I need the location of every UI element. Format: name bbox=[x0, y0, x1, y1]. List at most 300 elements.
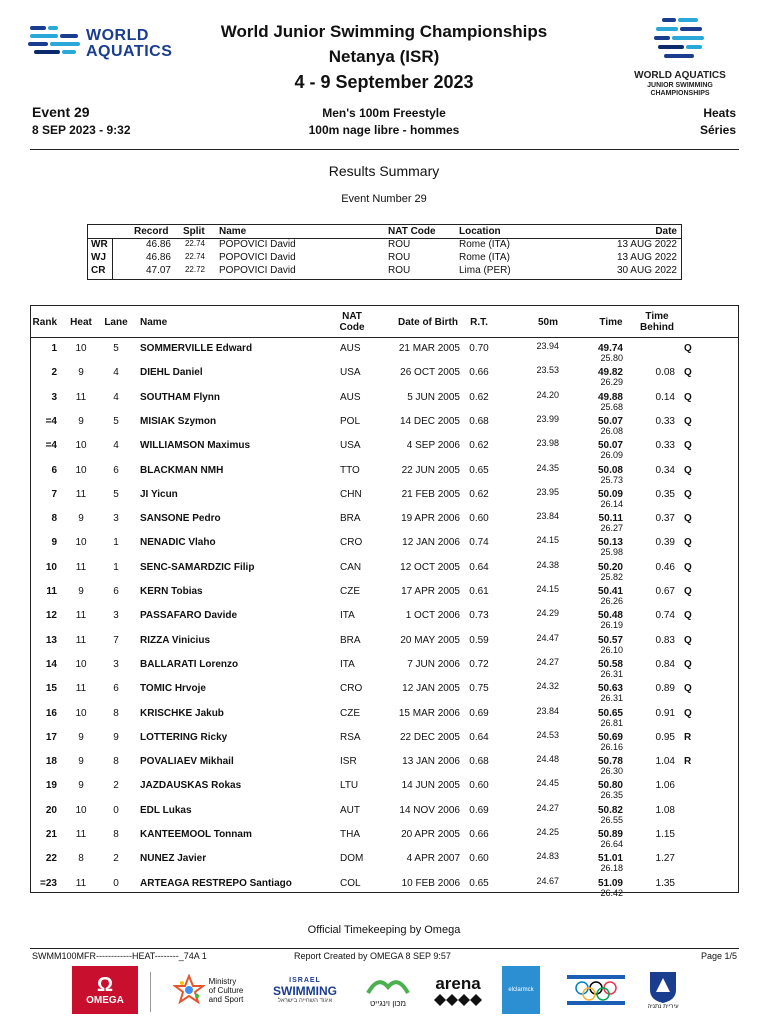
result-dob: 26 OCT 2005 bbox=[400, 367, 460, 379]
record-split: 22.72 bbox=[184, 265, 205, 274]
israel-swimming-big: SWIMMING bbox=[273, 983, 337, 998]
result-heat: 9 bbox=[78, 586, 84, 597]
result-heat: 10 bbox=[75, 464, 87, 476]
result-nat: THA bbox=[340, 829, 360, 840]
result-time-behind: 0.89 bbox=[655, 683, 675, 695]
result-nat: LTU bbox=[340, 780, 359, 792]
result-dob: 21 MAR 2005 bbox=[398, 343, 460, 354]
results-header-rt: R.T. bbox=[470, 317, 488, 328]
result-name: KRISCHKE Jakub bbox=[140, 707, 224, 719]
sponsor-omega bbox=[72, 966, 138, 1014]
event-datetime: 8 SEP 2023 - 9:32 bbox=[32, 123, 131, 137]
logo-word-2: AQUATICS bbox=[86, 43, 173, 60]
result-heat: 9 bbox=[78, 756, 84, 768]
result-split-second: 26.16 bbox=[600, 741, 623, 752]
results-header-behind bbox=[635, 311, 679, 333]
result-heat: 10 bbox=[75, 658, 87, 670]
result-name: KERN Tobias bbox=[140, 586, 203, 597]
results-header-rule bbox=[31, 337, 738, 338]
result-time: 50.82 bbox=[597, 804, 623, 816]
ministry-line-3: and Sport bbox=[208, 994, 244, 1004]
result-reaction-time: 0.61 bbox=[469, 586, 489, 597]
result-row bbox=[31, 389, 738, 413]
arena-label: arena bbox=[435, 974, 481, 993]
result-reaction-time: 0.59 bbox=[469, 634, 489, 646]
result-split-50m: 23.84 bbox=[536, 705, 559, 716]
result-row bbox=[31, 413, 738, 437]
result-lane: 7 bbox=[113, 634, 119, 646]
results-header-lane: Lane bbox=[104, 317, 128, 328]
result-reaction-time: 0.62 bbox=[469, 391, 489, 403]
result-split-second: 26.31 bbox=[600, 693, 623, 704]
results-summary-title: Results Summary bbox=[328, 163, 440, 179]
result-time: 50.09 bbox=[597, 488, 623, 500]
result-reaction-time: 0.66 bbox=[469, 367, 489, 379]
venue-title: Netanya (ISR) bbox=[328, 47, 440, 66]
result-rank: 20 bbox=[45, 804, 57, 816]
logo-word-1: WORLD bbox=[86, 27, 149, 44]
result-dob: 20 MAY 2005 bbox=[400, 634, 460, 646]
results-header-time: Time bbox=[599, 317, 623, 328]
result-name: JI Yicun bbox=[140, 488, 178, 500]
result-split-second: 26.35 bbox=[600, 790, 623, 801]
israel-swimming-hebrew: איגוד השחייה בישראל bbox=[277, 997, 333, 1004]
result-reaction-time: 0.69 bbox=[469, 707, 489, 719]
result-split-50m: 24.35 bbox=[536, 462, 559, 473]
champ-logo-title: WORLD AQUATICS bbox=[634, 70, 726, 81]
result-lane: 8 bbox=[113, 707, 119, 719]
record-row bbox=[88, 239, 681, 252]
result-heat: 11 bbox=[75, 488, 87, 500]
phase-en: Heats bbox=[703, 106, 736, 120]
result-rank: 8 bbox=[51, 513, 57, 525]
result-reaction-time: 0.75 bbox=[469, 683, 489, 695]
result-dob: 1 OCT 2006 bbox=[405, 610, 460, 622]
olympic-rings-icon bbox=[567, 973, 625, 1007]
result-rank: 22 bbox=[45, 853, 57, 865]
omega-label: OMEGA bbox=[86, 994, 124, 1006]
result-nat: POL bbox=[340, 415, 361, 427]
result-lane: 2 bbox=[113, 780, 119, 792]
result-dob: 12 JAN 2005 bbox=[402, 683, 460, 695]
record-name: POPOVICI David bbox=[219, 252, 296, 263]
record-type: CR bbox=[91, 265, 106, 276]
result-split-50m: 24.83 bbox=[536, 851, 559, 862]
result-time: 50.65 bbox=[597, 707, 623, 719]
result-split-second: 25.68 bbox=[600, 401, 623, 412]
result-time-behind: 1.06 bbox=[655, 780, 675, 792]
result-time-behind: 0.74 bbox=[655, 610, 675, 622]
record-time: 46.86 bbox=[145, 239, 171, 250]
phase-fr: Séries bbox=[699, 123, 736, 137]
result-row bbox=[31, 534, 738, 558]
result-row bbox=[31, 486, 738, 510]
result-split-50m: 24.15 bbox=[536, 535, 559, 546]
records-header-name: Name bbox=[219, 226, 247, 237]
result-name: SOUTHAM Flynn bbox=[140, 391, 220, 403]
result-qualification: Q bbox=[684, 658, 692, 670]
record-nat: ROU bbox=[388, 252, 411, 263]
result-dob: 21 FEB 2005 bbox=[401, 488, 460, 500]
result-split-50m: 23.53 bbox=[536, 365, 559, 376]
junior-championships-wave-icon bbox=[618, 14, 742, 68]
result-row bbox=[31, 559, 738, 583]
blue-sponsor-label: elclarmck bbox=[508, 987, 534, 993]
result-split-second: 26.64 bbox=[600, 839, 623, 849]
result-nat: CRO bbox=[340, 683, 363, 695]
result-name: WILLIAMSON Maximus bbox=[140, 440, 251, 452]
sponsor-arena bbox=[424, 966, 492, 1014]
result-split-second: 26.81 bbox=[600, 717, 623, 728]
result-nat: BRA bbox=[340, 513, 361, 525]
result-split-50m: 23.99 bbox=[536, 413, 559, 424]
result-heat: 11 bbox=[75, 610, 87, 622]
record-date: 30 AUG 2022 bbox=[616, 265, 677, 276]
result-reaction-time: 0.64 bbox=[469, 731, 489, 743]
result-qualification: Q bbox=[684, 586, 692, 597]
result-nat: ITA bbox=[340, 610, 355, 622]
result-lane: 9 bbox=[113, 731, 119, 743]
result-row bbox=[31, 437, 738, 461]
result-split-second: 26.55 bbox=[600, 814, 623, 825]
result-rank: 16 bbox=[45, 707, 57, 719]
result-time-behind: 0.14 bbox=[655, 391, 675, 403]
result-heat: 10 bbox=[75, 440, 87, 452]
result-nat: CRO bbox=[340, 537, 363, 549]
result-rank: 21 bbox=[45, 829, 57, 840]
page-number: Page 1/5 bbox=[700, 951, 737, 961]
result-nat: AUT bbox=[340, 804, 360, 816]
result-split-second: 25.73 bbox=[600, 474, 623, 485]
result-nat: BRA bbox=[340, 634, 361, 646]
result-time: 50.69 bbox=[597, 731, 623, 743]
result-time: 50.48 bbox=[597, 610, 623, 622]
result-row bbox=[31, 777, 738, 801]
result-time: 50.07 bbox=[597, 440, 623, 452]
result-split-50m: 24.53 bbox=[536, 729, 559, 740]
result-row bbox=[31, 850, 738, 874]
result-dob: 7 JUN 2006 bbox=[407, 658, 460, 670]
result-name: SENC-SAMARDZIC Filip bbox=[140, 561, 255, 573]
result-split-50m: 23.95 bbox=[536, 486, 559, 497]
result-qualification: Q bbox=[684, 561, 692, 573]
result-dob: 14 NOV 2006 bbox=[399, 804, 460, 816]
result-time-behind: 0.91 bbox=[655, 707, 675, 719]
record-split: 22.74 bbox=[184, 252, 205, 261]
result-name: EDL Lukas bbox=[140, 804, 192, 816]
record-location: Rome (ITA) bbox=[459, 239, 510, 250]
result-dob: 14 DEC 2005 bbox=[399, 415, 460, 427]
result-lane: 6 bbox=[113, 464, 119, 476]
result-split-50m: 24.47 bbox=[536, 632, 559, 643]
record-name: POPOVICI David bbox=[219, 239, 296, 250]
record-time: 46.86 bbox=[145, 252, 171, 263]
result-time-behind: 0.35 bbox=[655, 488, 675, 500]
result-qualification: Q bbox=[684, 707, 692, 719]
result-split-50m: 24.38 bbox=[536, 559, 559, 570]
result-qualification: Q bbox=[684, 440, 692, 452]
result-heat: 10 bbox=[75, 537, 87, 549]
result-split-50m: 23.98 bbox=[536, 438, 559, 449]
result-qualification: Q bbox=[684, 415, 692, 427]
records-header-split: Split bbox=[183, 226, 205, 237]
result-time-behind: 0.34 bbox=[655, 464, 675, 476]
result-nat: CZE bbox=[340, 707, 360, 719]
results-header-name: Name bbox=[140, 317, 168, 328]
result-time: 50.20 bbox=[597, 561, 623, 573]
ministry-star-icon bbox=[173, 974, 205, 1006]
result-nat: ISR bbox=[340, 756, 357, 768]
result-split-second: 25.80 bbox=[600, 353, 623, 363]
result-time: 50.89 bbox=[597, 829, 623, 840]
records-header-record: Record bbox=[134, 226, 169, 237]
result-reaction-time: 0.73 bbox=[469, 610, 489, 622]
result-reaction-time: 0.65 bbox=[469, 877, 489, 889]
result-time-behind: 1.27 bbox=[655, 853, 675, 865]
ministry-line-2: of Culture bbox=[208, 985, 244, 995]
records-table bbox=[87, 224, 682, 280]
sponsor-wingate bbox=[362, 966, 414, 1014]
result-qualification: Q bbox=[684, 343, 692, 354]
result-split-50m: 24.25 bbox=[536, 827, 559, 837]
record-type: WR bbox=[91, 239, 108, 250]
records-header-date: Date bbox=[655, 226, 677, 237]
result-name: JAZDAUSKAS Rokas bbox=[140, 780, 242, 792]
record-row bbox=[88, 252, 681, 265]
result-time-behind: 0.33 bbox=[655, 440, 675, 452]
result-time-behind: 1.35 bbox=[655, 877, 675, 889]
result-qualification: Q bbox=[684, 513, 692, 525]
result-heat: 10 bbox=[75, 804, 87, 816]
result-time: 50.58 bbox=[597, 658, 623, 670]
result-row bbox=[31, 875, 738, 899]
result-split-second: 26.14 bbox=[600, 498, 623, 509]
result-dob: 14 JUN 2005 bbox=[401, 780, 460, 792]
result-rank: 2 bbox=[51, 367, 57, 379]
result-split-second: 26.26 bbox=[600, 596, 623, 606]
result-split-50m: 24.29 bbox=[536, 608, 559, 619]
result-split-second: 26.10 bbox=[600, 644, 623, 655]
result-split-second: 26.42 bbox=[600, 887, 623, 898]
result-lane: 4 bbox=[113, 391, 119, 403]
result-row bbox=[31, 802, 738, 826]
result-lane: 1 bbox=[113, 537, 119, 549]
result-qualification: R bbox=[684, 756, 692, 768]
result-heat: 11 bbox=[75, 683, 87, 695]
records-header-nat: NAT Code bbox=[388, 226, 436, 237]
results-header-behind-1: Time bbox=[645, 311, 669, 322]
result-time: 50.13 bbox=[597, 537, 623, 549]
result-row bbox=[31, 583, 738, 607]
result-nat: TTO bbox=[340, 464, 360, 476]
result-heat: 11 bbox=[75, 561, 87, 573]
record-split: 22.74 bbox=[184, 239, 205, 248]
result-reaction-time: 0.74 bbox=[469, 537, 489, 549]
result-reaction-time: 0.62 bbox=[469, 440, 489, 452]
sponsor-israel-swimming bbox=[262, 966, 348, 1014]
result-dob: 22 DEC 2005 bbox=[399, 731, 460, 743]
result-dob: 4 SEP 2006 bbox=[406, 440, 460, 452]
result-nat: CAN bbox=[340, 561, 362, 573]
result-row bbox=[31, 753, 738, 777]
result-time-behind: 0.39 bbox=[655, 537, 675, 549]
result-rank: 6 bbox=[51, 464, 57, 476]
record-name: POPOVICI David bbox=[219, 265, 296, 276]
champ-logo-sub-1: JUNIOR SWIMMING bbox=[647, 82, 713, 89]
result-rank: 12 bbox=[45, 610, 57, 622]
result-row bbox=[31, 462, 738, 486]
result-reaction-time: 0.68 bbox=[469, 415, 489, 427]
result-rank: 3 bbox=[51, 391, 57, 403]
result-rank: 9 bbox=[51, 537, 57, 549]
result-heat: 9 bbox=[78, 513, 84, 525]
sponsor-ministry bbox=[168, 966, 248, 1014]
record-row bbox=[88, 265, 681, 278]
sponsor-divider bbox=[150, 972, 151, 1012]
results-header-nat-2: Code bbox=[339, 322, 365, 333]
event-name-en: Men's 100m Freestyle bbox=[322, 106, 446, 120]
results-header-nat bbox=[335, 311, 369, 333]
world-aquatics-wave-icon bbox=[28, 20, 84, 64]
result-split-50m: 24.67 bbox=[536, 875, 559, 886]
result-time: 50.78 bbox=[597, 756, 623, 768]
result-heat: 9 bbox=[78, 731, 84, 743]
championship-title: World Junior Swimming Championships bbox=[220, 22, 548, 41]
result-split-second: 26.30 bbox=[600, 766, 623, 777]
results-header-dob: Date of Birth bbox=[398, 317, 458, 328]
result-rank: 13 bbox=[45, 634, 57, 646]
result-nat: DOM bbox=[340, 853, 364, 865]
result-split-50m: 24.27 bbox=[536, 802, 559, 813]
result-time: 50.11 bbox=[598, 513, 623, 525]
result-rank: 1 bbox=[51, 343, 57, 354]
result-qualification: Q bbox=[684, 610, 692, 622]
record-type: WJ bbox=[91, 252, 106, 263]
result-rank: 17 bbox=[45, 731, 57, 743]
result-heat: 9 bbox=[78, 415, 84, 427]
netanya-crest-icon bbox=[648, 970, 678, 1004]
result-time-behind: 0.95 bbox=[655, 731, 675, 743]
netanya-label: עיריית נתניה bbox=[647, 1004, 679, 1010]
result-dob: 12 JAN 2006 bbox=[402, 537, 460, 549]
ministry-line-1: Ministry bbox=[208, 976, 237, 986]
result-reaction-time: 0.66 bbox=[469, 829, 489, 840]
result-dob: 19 APR 2006 bbox=[401, 513, 460, 525]
result-heat: 10 bbox=[75, 343, 87, 354]
dates-title: 4 - 9 September 2023 bbox=[294, 72, 474, 92]
result-row bbox=[31, 607, 738, 631]
record-nat: ROU bbox=[388, 239, 411, 250]
record-location: Rome (ITA) bbox=[459, 252, 510, 263]
result-lane: 1 bbox=[113, 561, 119, 573]
result-name: NUNEZ Javier bbox=[140, 853, 207, 865]
result-time-behind: 0.08 bbox=[655, 367, 675, 379]
result-reaction-time: 0.65 bbox=[469, 464, 489, 476]
result-split-50m: 24.27 bbox=[536, 656, 559, 667]
result-nat: ITA bbox=[340, 658, 355, 670]
result-qualification: R bbox=[684, 731, 692, 743]
result-heat: 10 bbox=[75, 707, 87, 719]
result-time-behind: 1.15 bbox=[655, 829, 675, 840]
records-header-location: Location bbox=[459, 226, 501, 237]
result-heat: 9 bbox=[78, 367, 84, 379]
result-lane: 3 bbox=[113, 513, 119, 525]
result-name: LOTTERING Ricky bbox=[140, 731, 228, 743]
result-time-behind: 0.84 bbox=[655, 658, 675, 670]
result-time-behind: 0.83 bbox=[655, 634, 675, 646]
result-time: 49.88 bbox=[597, 391, 623, 403]
event-label: Event 29 bbox=[32, 104, 90, 120]
result-time-behind: 1.04 bbox=[655, 756, 675, 768]
header-divider bbox=[30, 149, 739, 150]
result-row bbox=[31, 729, 738, 753]
result-time: 50.63 bbox=[597, 683, 623, 695]
arena-diamonds-icon bbox=[434, 994, 482, 1006]
result-name: DIEHL Daniel bbox=[140, 367, 203, 379]
result-heat: 11 bbox=[75, 829, 87, 840]
result-lane: 5 bbox=[113, 488, 119, 500]
result-nat: CHN bbox=[340, 488, 362, 500]
result-row bbox=[31, 340, 738, 364]
result-time: 49.82 bbox=[597, 367, 623, 379]
result-rank: =23 bbox=[40, 877, 57, 889]
result-row bbox=[31, 656, 738, 680]
result-reaction-time: 0.70 bbox=[469, 343, 489, 354]
result-name: TOMIC Hrvoje bbox=[140, 683, 206, 695]
result-heat: 8 bbox=[78, 853, 84, 865]
omega-icon: Ω bbox=[96, 973, 114, 996]
record-nat: ROU bbox=[388, 265, 411, 276]
result-qualification: Q bbox=[684, 683, 692, 695]
result-nat: USA bbox=[340, 440, 361, 452]
record-time: 47.07 bbox=[145, 265, 171, 276]
result-rank: 14 bbox=[45, 658, 57, 670]
result-heat: 9 bbox=[78, 780, 84, 792]
event-number: Event Number 29 bbox=[341, 193, 427, 205]
result-dob: 20 APR 2005 bbox=[401, 829, 460, 840]
result-split-second: 25.82 bbox=[600, 571, 623, 582]
result-dob: 15 MAR 2006 bbox=[398, 707, 460, 719]
result-rank: 11 bbox=[46, 586, 57, 597]
record-date: 13 AUG 2022 bbox=[616, 252, 677, 263]
result-lane: 4 bbox=[113, 367, 119, 379]
result-qualification: Q bbox=[684, 464, 692, 476]
record-location: Lima (PER) bbox=[459, 265, 511, 276]
result-nat: AUS bbox=[340, 343, 361, 354]
report-code: SWMM100MFR------------HEAT--------_74A 1 bbox=[32, 951, 207, 961]
result-reaction-time: 0.69 bbox=[469, 804, 489, 816]
result-split-second: 26.08 bbox=[600, 425, 623, 436]
result-name: RIZZA Vinicius bbox=[140, 634, 211, 646]
result-reaction-time: 0.62 bbox=[469, 488, 489, 500]
result-row bbox=[31, 680, 738, 704]
result-nat: RSA bbox=[340, 731, 361, 743]
result-split-second: 25.98 bbox=[600, 547, 623, 558]
result-dob: 22 JUN 2005 bbox=[401, 464, 460, 476]
world-aquatics-logo bbox=[28, 20, 193, 64]
result-rank: =4 bbox=[45, 415, 57, 427]
result-row bbox=[31, 632, 738, 656]
result-name: SOMMERVILLE Edward bbox=[140, 343, 253, 354]
footer-divider bbox=[30, 948, 739, 949]
result-time: 50.80 bbox=[597, 780, 623, 792]
result-lane: 4 bbox=[113, 440, 119, 452]
result-name: POVALIAEV Mikhail bbox=[140, 756, 234, 768]
result-time-behind: 0.33 bbox=[655, 415, 675, 427]
result-split-50m: 23.94 bbox=[536, 341, 559, 351]
result-split-second: 26.09 bbox=[600, 450, 623, 461]
result-heat: 11 bbox=[75, 391, 87, 403]
